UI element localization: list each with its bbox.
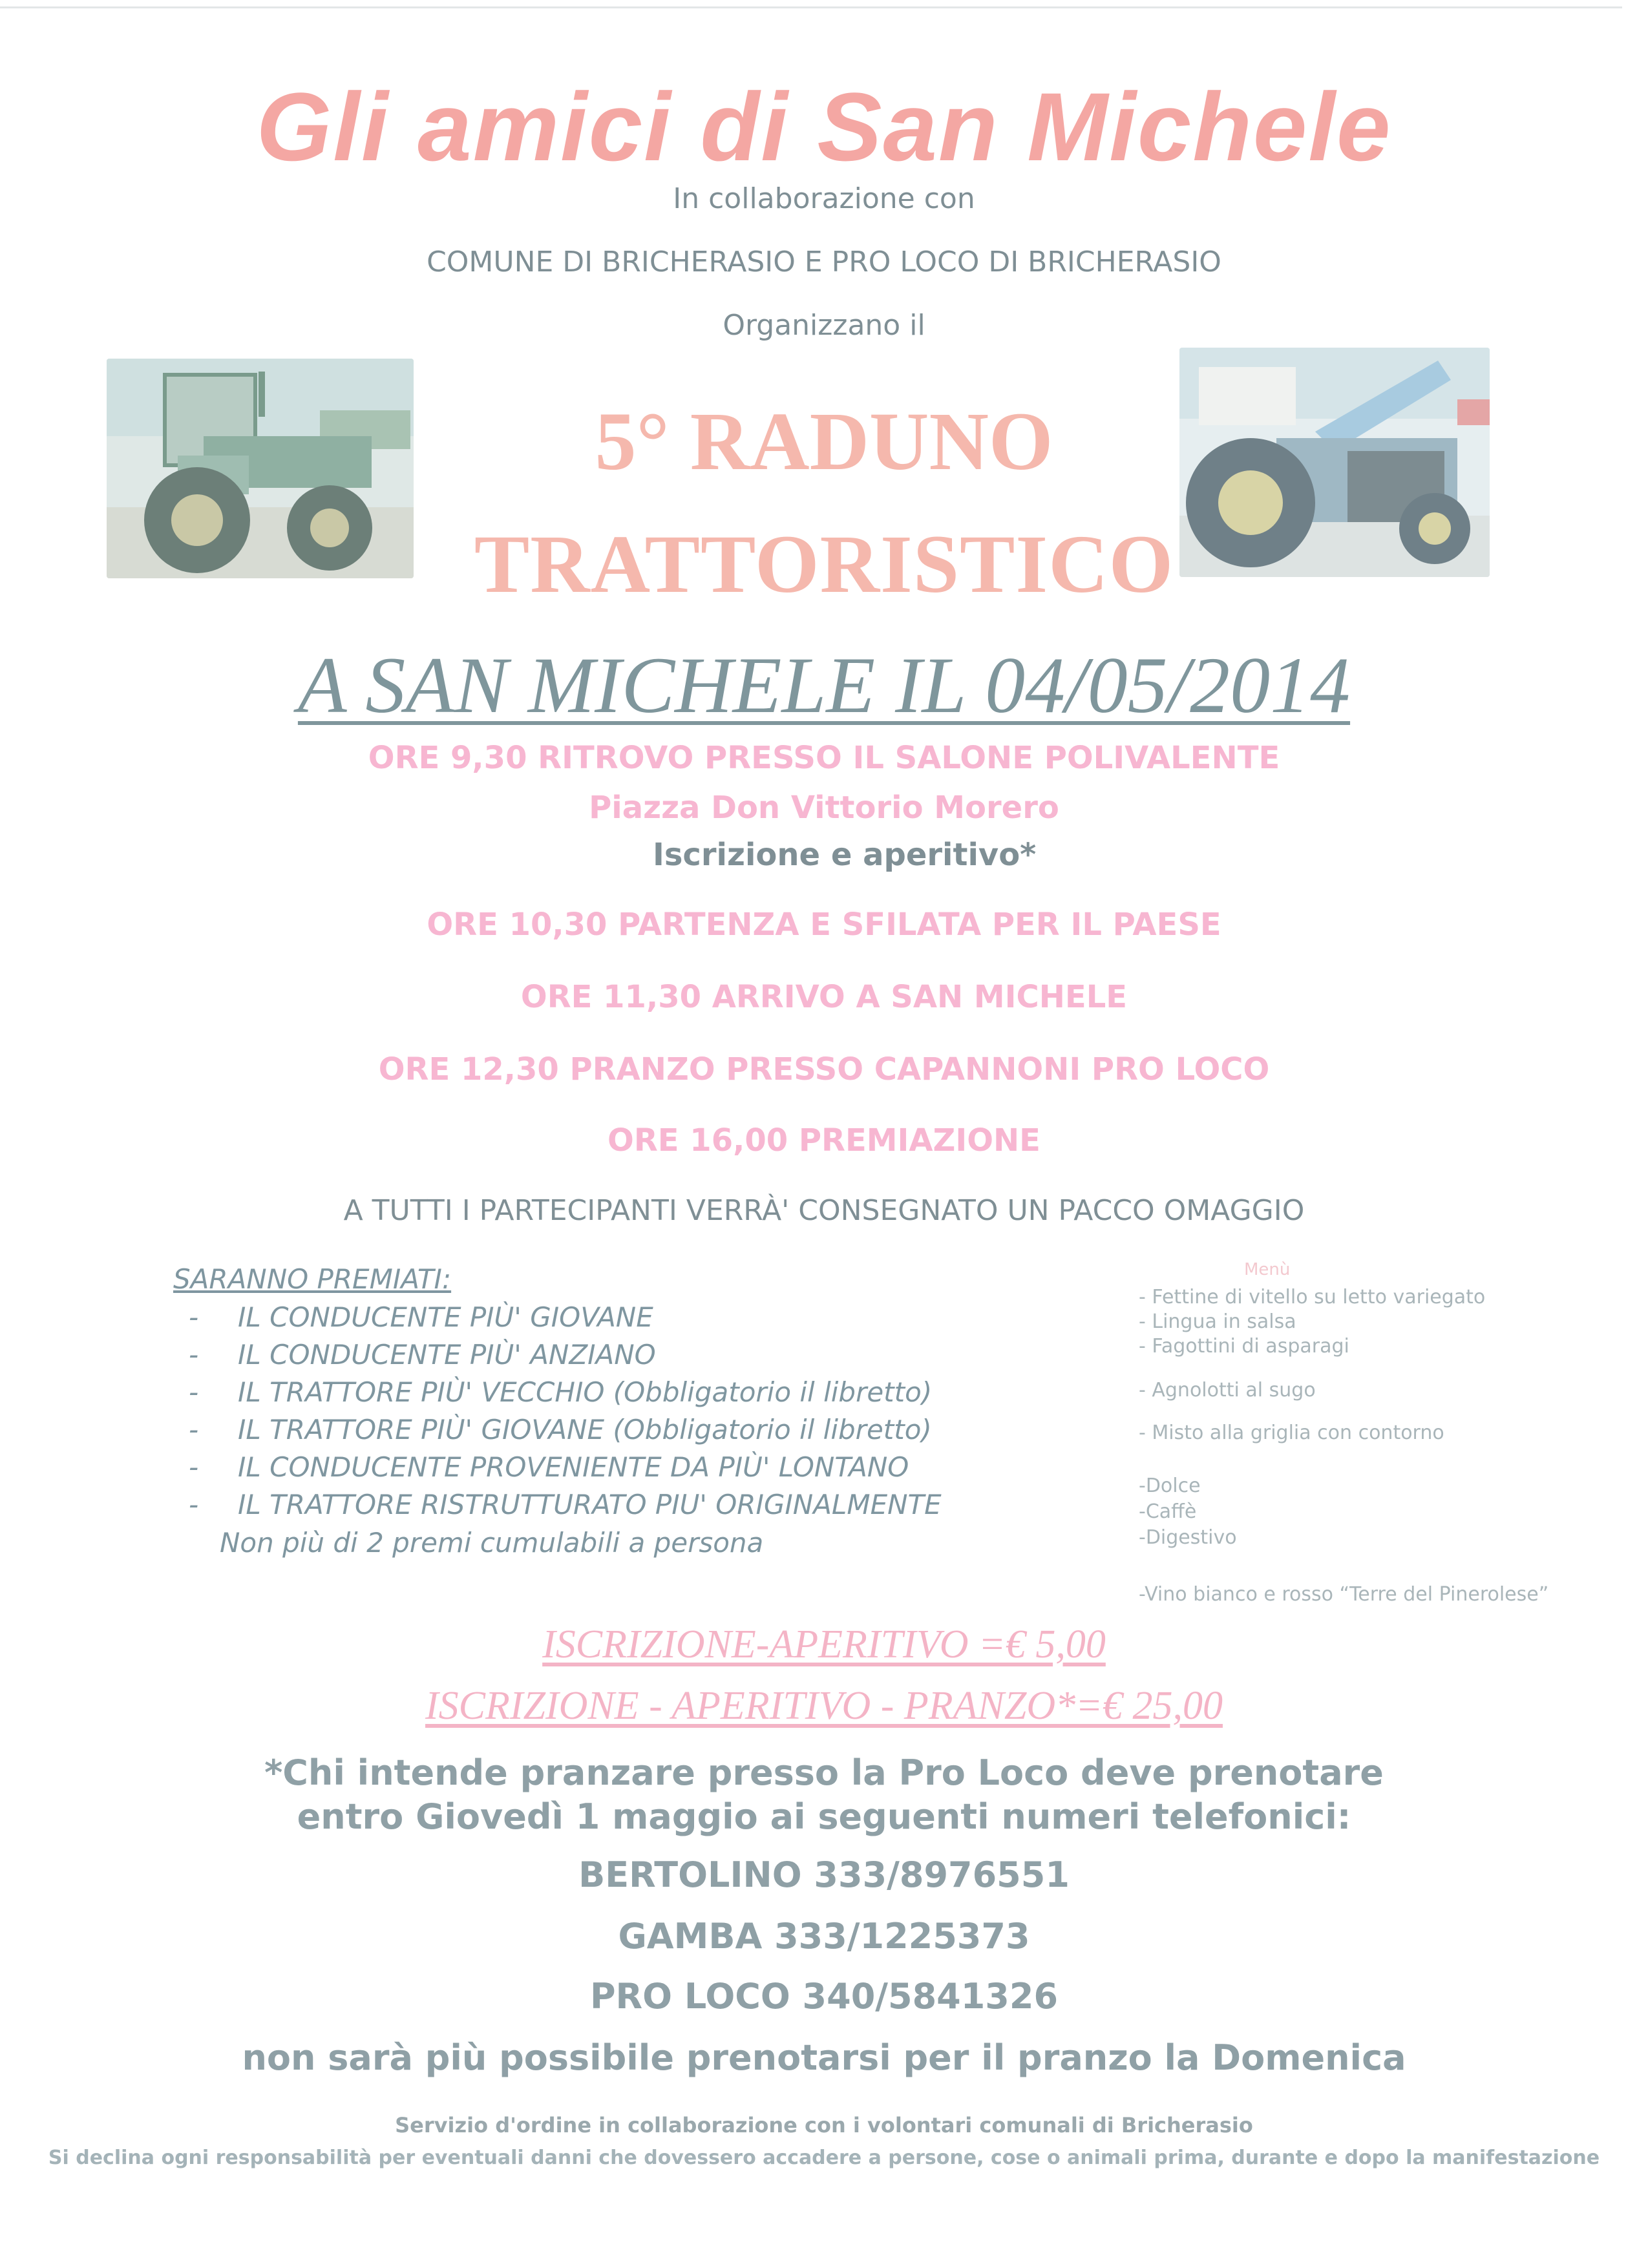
- booking-line-2: entro Giovedì 1 maggio ai seguenti numeri telefonici:: [297, 1796, 1351, 1837]
- event-title-line2: TRATTORISTICO: [474, 518, 1174, 610]
- program-item-2: ORE 10,30 PARTENZA E SFILATA PER IL PAESE: [427, 907, 1221, 943]
- event-date: A SAN MICHELE IL 04/05/2014: [297, 641, 1351, 730]
- menu-item: - Misto alla griglia con contorno: [1139, 1422, 1444, 1444]
- program-item-4: ORE 12,30 PRANZO PRESSO CAPANNONI PRO LOCO: [378, 1051, 1270, 1087]
- program-item-3: ORE 11,30 ARRIVO A SAN MICHELE: [520, 979, 1128, 1015]
- menu-item: -Digestivo: [1139, 1526, 1237, 1549]
- menu-item: - Lingua in salsa: [1139, 1310, 1296, 1333]
- program-item-1: ORE 9,30 RITROVO PRESSO IL SALONE POLIVALENTE: [368, 740, 1280, 776]
- phone-bertolino: BERTOLINO 333/8976551: [578, 1854, 1070, 1895]
- phone-pro-loco: PRO LOCO 340/5841326: [589, 1976, 1059, 2017]
- menu-item: - Fettine di vitello su letto variegato: [1139, 1286, 1486, 1308]
- menu-item: - Agnolotti al sugo: [1139, 1379, 1316, 1402]
- price-iscrizione-pranzo: ISCRIZIONE - APERITIVO - PRANZO*=€ 25,00: [425, 1684, 1223, 1728]
- gift-notice: A TUTTI I PARTECIPANTI VERRÀ' CONSEGNATO UN PACCO OMAGGIO: [343, 1194, 1305, 1227]
- prize-item: - IL TRATTORE RISTRUTTURATO PIU' ORIGINALMENTE: [189, 1489, 942, 1520]
- menu-item: - Fagottini di asparagi: [1139, 1335, 1349, 1358]
- no-sunday-booking: non sarà più possibile prenotarsi per il pranzo la Domenica: [242, 2037, 1406, 2078]
- program-item-5: ORE 16,00 PREMIAZIONE: [607, 1122, 1041, 1159]
- menu-item: -Vino bianco e rosso “Terre del Pinerolese”: [1139, 1583, 1549, 1606]
- event-title-line1: 5° RADUNO: [595, 395, 1053, 487]
- prizes-note: Non più di 2 premi cumulabili a persona: [220, 1527, 764, 1559]
- price-iscrizione-aperitivo: ISCRIZIONE-APERITIVO =€ 5,00: [542, 1622, 1106, 1666]
- organizer-title: Gli amici di San Michele: [256, 72, 1392, 181]
- phone-gamba: GAMBA 333/1225373: [618, 1916, 1030, 1957]
- menu-title: Menù: [1244, 1260, 1291, 1279]
- prize-item: - IL TRATTORE PIÙ' GIOVANE (Obbligatorio il libretto): [189, 1414, 932, 1445]
- prize-item: - IL CONDUCENTE PROVENIENTE DA PIÙ' LONTANO: [189, 1451, 909, 1483]
- prize-item: - IL TRATTORE PIÙ' VECCHIO (Obbligatorio il libretto): [189, 1376, 933, 1408]
- prize-item: - IL CONDUCENTE PIÙ' ANZIANO: [189, 1339, 656, 1370]
- program-item-1-place: Piazza Don Vittorio Morero: [589, 790, 1059, 826]
- prize-item: - IL CONDUCENTE PIÙ' GIOVANE: [189, 1301, 653, 1333]
- menu-item: -Caffè: [1139, 1500, 1197, 1523]
- footer-service: Servizio d'ordine in collaborazione con i volontari comunali di Bricherasio: [395, 2113, 1253, 2137]
- collab-partners: COMUNE DI BRICHERASIO E PRO LOCO DI BRICHERASIO: [427, 246, 1221, 278]
- top-border-line: [0, 6, 1622, 8]
- collab-intro: In collaborazione con: [673, 182, 975, 215]
- prizes-list: [173, 1263, 942, 1562]
- menu-item: -Dolce: [1139, 1475, 1201, 1497]
- footer-disclaimer: Si declina ogni responsabilità per eventuali danni che dovessero accadere a persone, cose o animali prima, durante e dopo la manifestazione: [48, 2147, 1600, 2169]
- program-item-1-note: Iscrizione e aperitivo*: [653, 837, 1037, 873]
- booking-line-1: *Chi intende pranzare presso la Pro Loco deve prenotare: [264, 1752, 1384, 1793]
- prizes-heading: SARANNO PREMIATI:: [173, 1263, 452, 1295]
- organize-text: Organizzano il: [723, 309, 925, 342]
